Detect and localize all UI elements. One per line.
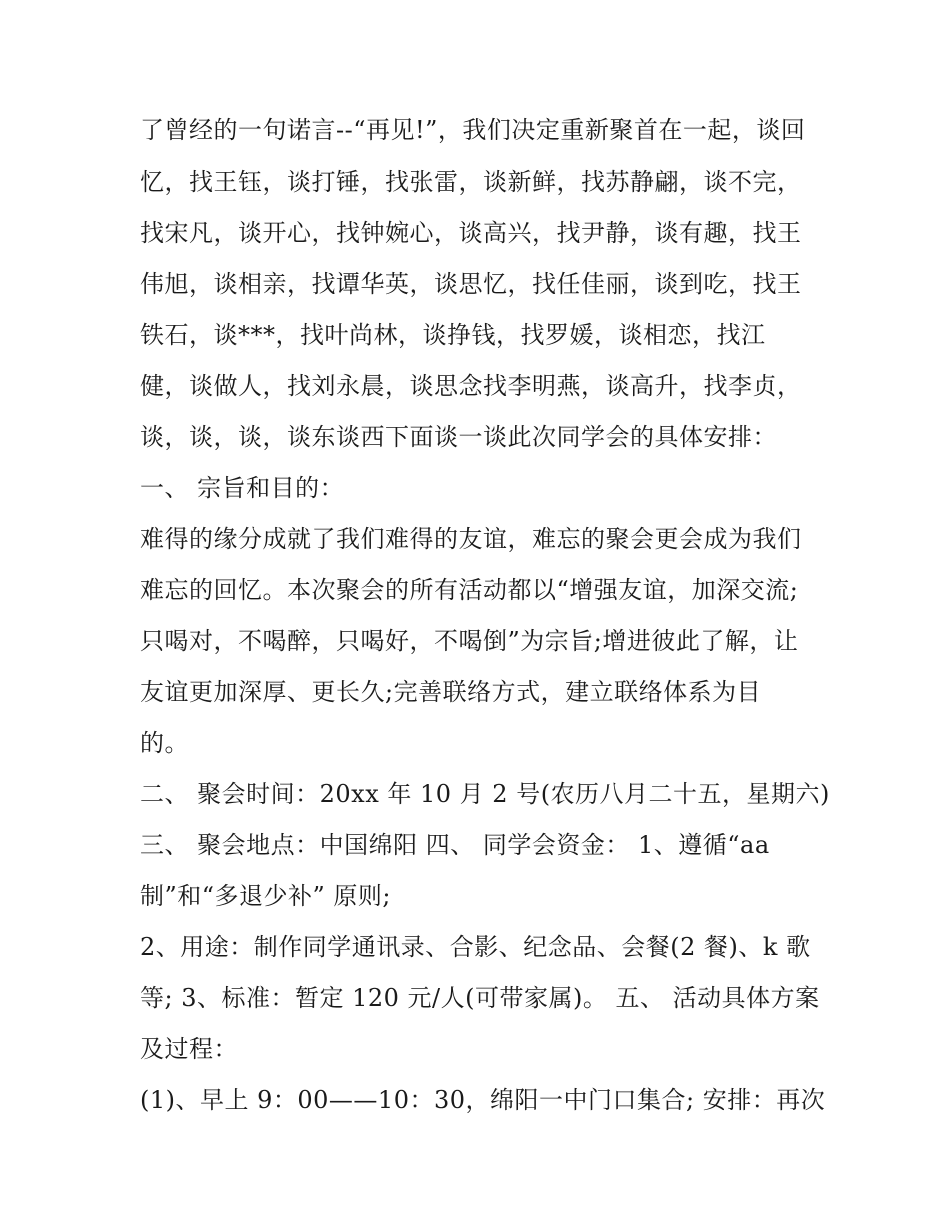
section-heading: 二、 聚会时间：20xx 年 10 月 2 号(农历八月二十五，星期六) xyxy=(140,780,830,808)
text-line: 难忘的回忆。本次聚会的所有活动都以“增强友谊，加深交流; xyxy=(140,576,799,604)
text-line: 只喝对，不喝醉，只喝好，不喝倒”为宗旨;增进彼此了解，让 xyxy=(140,627,799,655)
text-line: 及过程： xyxy=(140,1035,238,1063)
text-line: 难得的缘分成就了我们难得的友谊，难忘的聚会更会成为我们 xyxy=(140,525,802,553)
text-line: 等; 3、标准：暂定 120 元/人(可带家属)。 五、 活动具体方案 xyxy=(140,984,820,1012)
text-line: 铁石，谈***，找叶尚林，谈挣钱，找罗媛，谈相恋，找江 xyxy=(140,321,766,349)
text-line: 了曾经的一句诺言--“再见!”，我们决定重新聚首在一起，谈回 xyxy=(140,116,806,144)
section-heading: 一、 宗旨和目的： xyxy=(140,474,345,502)
text-line: 2、用途：制作同学通讯录、合影、纪念品、会餐(2 餐)、k 歌 xyxy=(140,933,811,961)
text-line: 忆，找王钰，谈打锤，找张雷，谈新鲜，找苏静翩，谈不完， xyxy=(140,168,802,196)
text-line: 友谊更加深厚、更长久;完善联络方式，建立联络体系为目 xyxy=(140,678,762,706)
text-line: 健，谈做人，找刘永晨，谈思念找李明燕，谈高升，找李贞， xyxy=(140,372,802,400)
text-line: 的。 xyxy=(140,729,189,757)
text-line: 伟旭，谈相亲，找谭华英，谈思忆，找任佳丽，谈到吃，找王 xyxy=(140,270,802,298)
text-line: 制”和“多退少补” 原则; xyxy=(140,882,392,910)
section-heading: 三、 聚会地点：中国绵阳 四、 同学会资金： 1、遵循“aa xyxy=(140,831,770,859)
text-line: (1)、早上 9：00——10：30，绵阳一中门口集合; 安排：再次 xyxy=(140,1086,826,1114)
text-line: 谈，谈，谈，谈东谈西下面谈一谈此次同学会的具体安排： xyxy=(140,423,777,451)
text-line: 找宋凡，谈开心，找钟婉心，谈高兴，找尹静，谈有趣，找王 xyxy=(140,219,802,247)
